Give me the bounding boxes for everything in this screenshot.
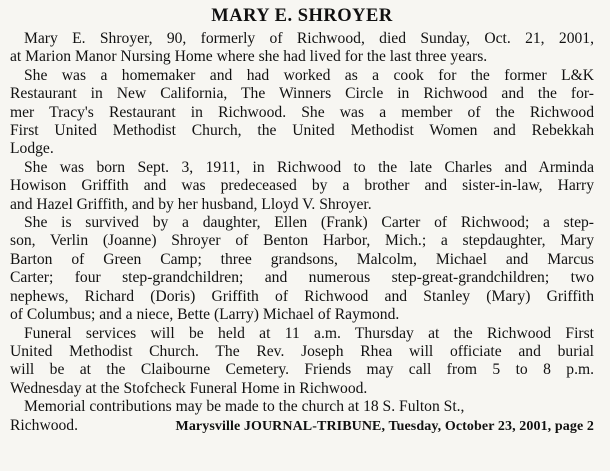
obituary-body xyxy=(10,30,594,417)
text-line: nephews, Richard (Doris) Griffith of Richwood and Stanley (Mary) Griffith xyxy=(10,287,594,305)
text-line: First United Methodist Church, the United Methodist Women and Rebekkah xyxy=(10,122,594,140)
obituary-paragraph xyxy=(10,67,594,159)
text-line: and Hazel Griffith, and by her husband, Lloyd V. Shroyer. xyxy=(10,195,372,213)
text-line: United Methodist Church. The Rev. Joseph Rhea will officiate and burial xyxy=(10,342,594,360)
text-line: Wednesday at the Stofcheck Funeral Home in Richwood. xyxy=(10,379,368,397)
obituary-tail xyxy=(10,417,594,435)
text-line: at Marion Manor Nursing Home where she had lived for the last three years. xyxy=(10,48,488,66)
text-line: Restaurant in New California, The Winners Circle in Richwood and the for- xyxy=(10,85,594,103)
obituary-paragraph xyxy=(10,159,594,214)
text-line: Funeral services will be held at 11 a.m. Thursday at the Richwood First xyxy=(24,324,594,342)
source-credit: Marysville JOURNAL-TRIBUNE, Tuesday, October 23, 2001, page 2 xyxy=(175,418,594,434)
text-line: Howison Griffith and was predeceased by a brother and sister-in-law, Harry xyxy=(10,177,594,195)
obituary-headline: MARY E. SHROYER xyxy=(211,6,393,26)
text-line: She was born Sept. 3, 1911, in Richwood to the late Charles and Arminda xyxy=(24,158,594,176)
text-line: of Columbus; and a niece, Bette (Larry) Michael of Raymond. xyxy=(10,306,400,324)
text-line: Lodge. xyxy=(10,140,54,158)
text-line: mer Tracy's Restaurant in Richwood. She was a member of the Richwood xyxy=(10,103,594,121)
text-line: Carter; four step-grandchildren; and numerous step-great-grandchildren; two xyxy=(10,269,594,287)
obituary-paragraph xyxy=(10,325,594,399)
text-line: She was a homemaker and had worked as a cook for the former L&K xyxy=(24,66,594,84)
text-line: Mary E. Shroyer, 90, formerly of Richwood, died Sunday, Oct. 21, 2001, xyxy=(24,30,594,47)
obituary-paragraph xyxy=(10,30,594,67)
obituary-paragraph xyxy=(10,214,594,324)
text-line: son, Verlin (Joanne) Shroyer of Benton Harbor, Mich.; a stepdaughter, Mary xyxy=(10,232,594,250)
text-line: She is survived by a daughter, Ellen (Frank) Carter of Richwood; a step- xyxy=(24,214,594,232)
obituary-paragraph xyxy=(10,398,594,416)
text-line: Barton of Green Camp; three grandsons, Malcolm, Michael and Marcus xyxy=(10,250,594,268)
text-line: Memorial contributions may be made to the church at 18 S. Fulton St., xyxy=(24,398,465,416)
closing-line: Richwood. xyxy=(10,416,79,434)
text-line: will be at the Claibourne Cemetery. Friends may call from 5 to 8 p.m. xyxy=(10,361,594,379)
